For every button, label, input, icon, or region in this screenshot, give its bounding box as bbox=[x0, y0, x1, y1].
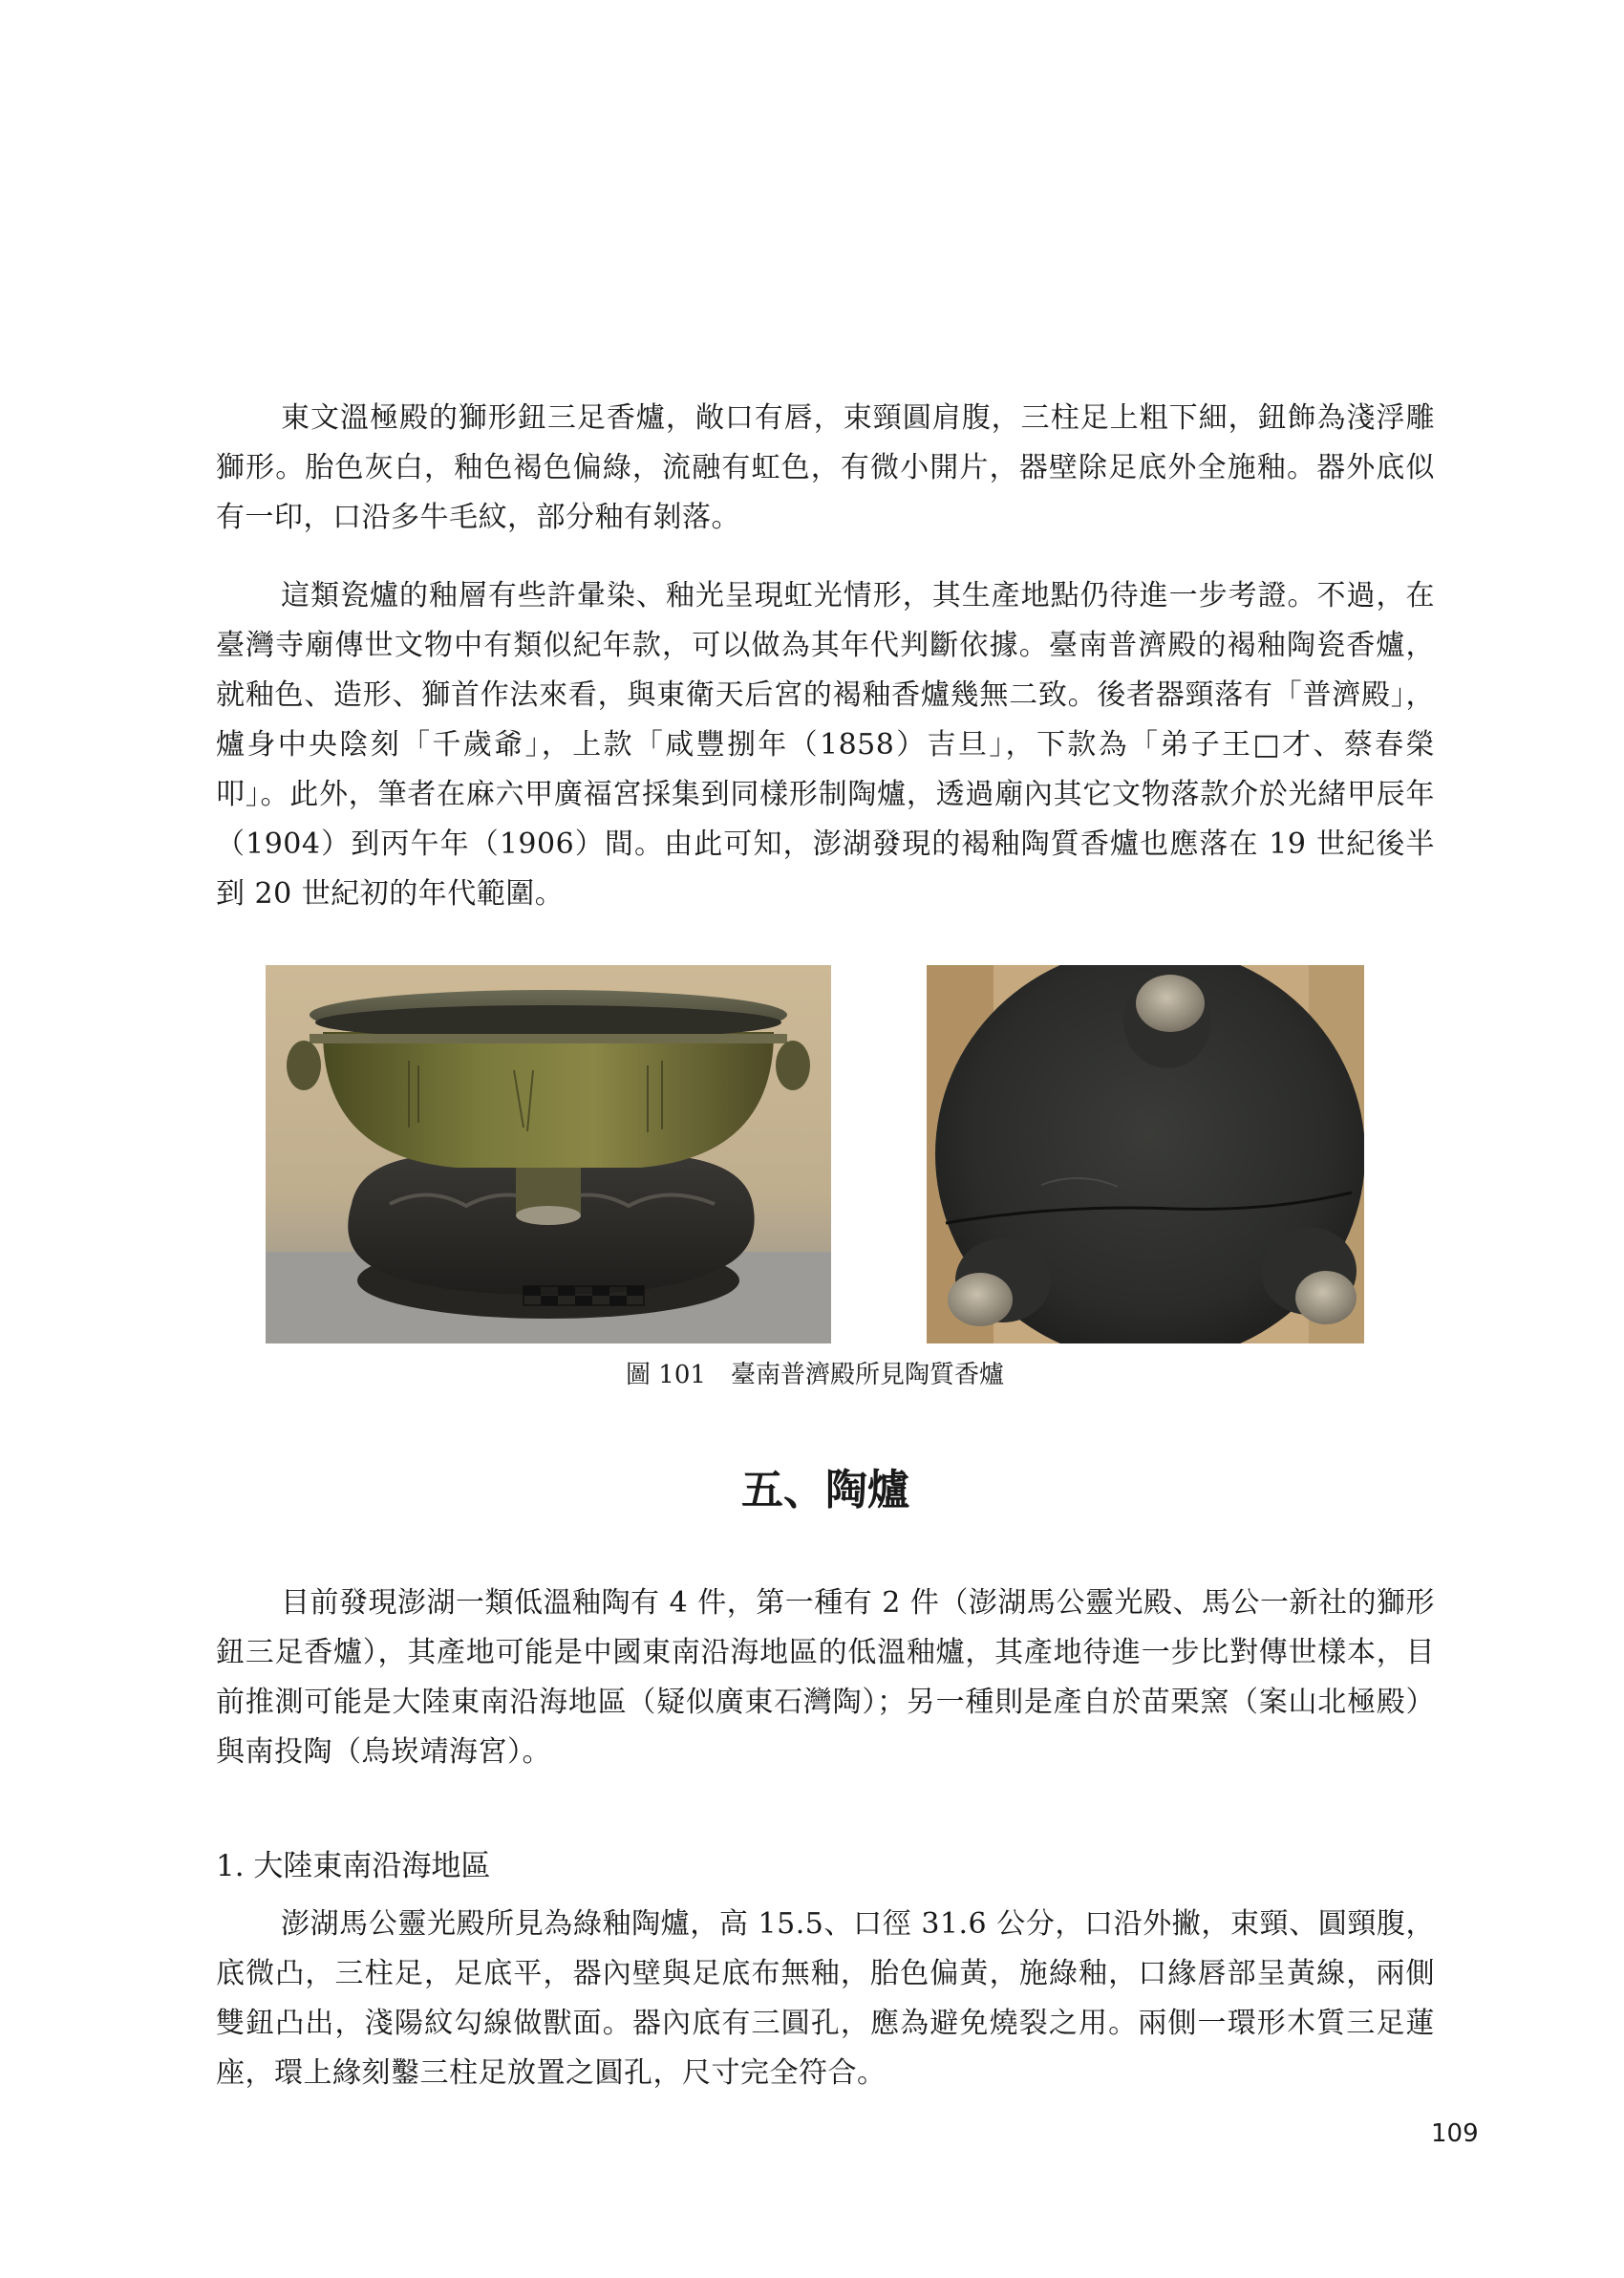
incense-burner-bottom-photo bbox=[927, 965, 1364, 1343]
foot-top bbox=[1123, 973, 1211, 1068]
incense-burner-side-photo bbox=[266, 965, 831, 1343]
paragraph-1: 東文溫極殿的獅形鈕三足香爐，敞口有唇，束頸圓肩腹，三柱足上粗下細，鈕飾為淺浮雕獅形。胎色灰白，釉色褐色偏綠，流融有虹色，有微小開片，器壁除足底外全施釉。器外底似有一印，口沿多牛毛紋，部分釉有剝落。 bbox=[216, 401, 1435, 534]
section-heading: 五、陶爐 bbox=[741, 1466, 909, 1515]
figure-caption: 圖 101 臺南普濟殿所見陶質香爐 bbox=[626, 1361, 1004, 1389]
paragraph-4: 澎湖馬公靈光殿所見為綠釉陶爐，高 15.5、口徑 31.6 公分，口沿外撇，束頸、圓頸腹，底微凸，三柱足，足底平，器內壁與足底布無釉，胎色偏黃，施綠釉，口緣唇部呈黃線，兩側雙鈕凸出，淺陽紋勾線做獸面。器內底有三圓孔，應為避免燒裂之用。兩側一環形木質三足蓮座，環上緣刻鑿三柱足放置之圓孔，尺寸完全符合。 bbox=[216, 1907, 1435, 2090]
paragraph-2: 這類瓷爐的釉層有些許暈染、釉光呈現虹光情形，其生產地點仍待進一步考證。不過，在臺灣寺廟傳世文物中有類似紀年款，可以做為其年代判斷依據。臺南普濟殿的褐釉陶瓷香爐，就釉色、造形、獅首作法來看，與東衛天后宮的褐釉香爐幾無二致。後者器頸落有「普濟殿」，爐身中央陰刻「千歲爺」，上款「咸豐捌年（1858）吉旦」，下款為「弟子王□才、蔡春榮叩」。此外，筆者在麻六甲廣福宮採集到同樣形制陶爐，透過廟內其它文物落款介於光緒甲辰年（1904）到丙午年（1906）間。由此可知，澎湖發現的褐釉陶質香爐也應落在 19 世紀後半到 20 世紀初的年代範圍。 bbox=[216, 579, 1435, 911]
page-number: 109 bbox=[1431, 2119, 1479, 2148]
subsection-heading: 1. 大陸東南沿海地區 bbox=[216, 1849, 491, 1883]
paragraph-3: 目前發現澎湖一類低溫釉陶有 4 件，第一種有 2 件（澎湖馬公靈光殿、馬公一新社的獅形鈕三足香爐），其產地可能是中國東南沿海地區的低溫釉爐，其產地待進一步比對傳世樣本，目前推測可能是大陸東南沿海地區（疑似廣東石灣陶）；另一種則是產自於苗栗窯（案山北極殿）與南投陶（烏崁靖海宮）。 bbox=[216, 1586, 1435, 1769]
figure-101 bbox=[266, 965, 1364, 1389]
